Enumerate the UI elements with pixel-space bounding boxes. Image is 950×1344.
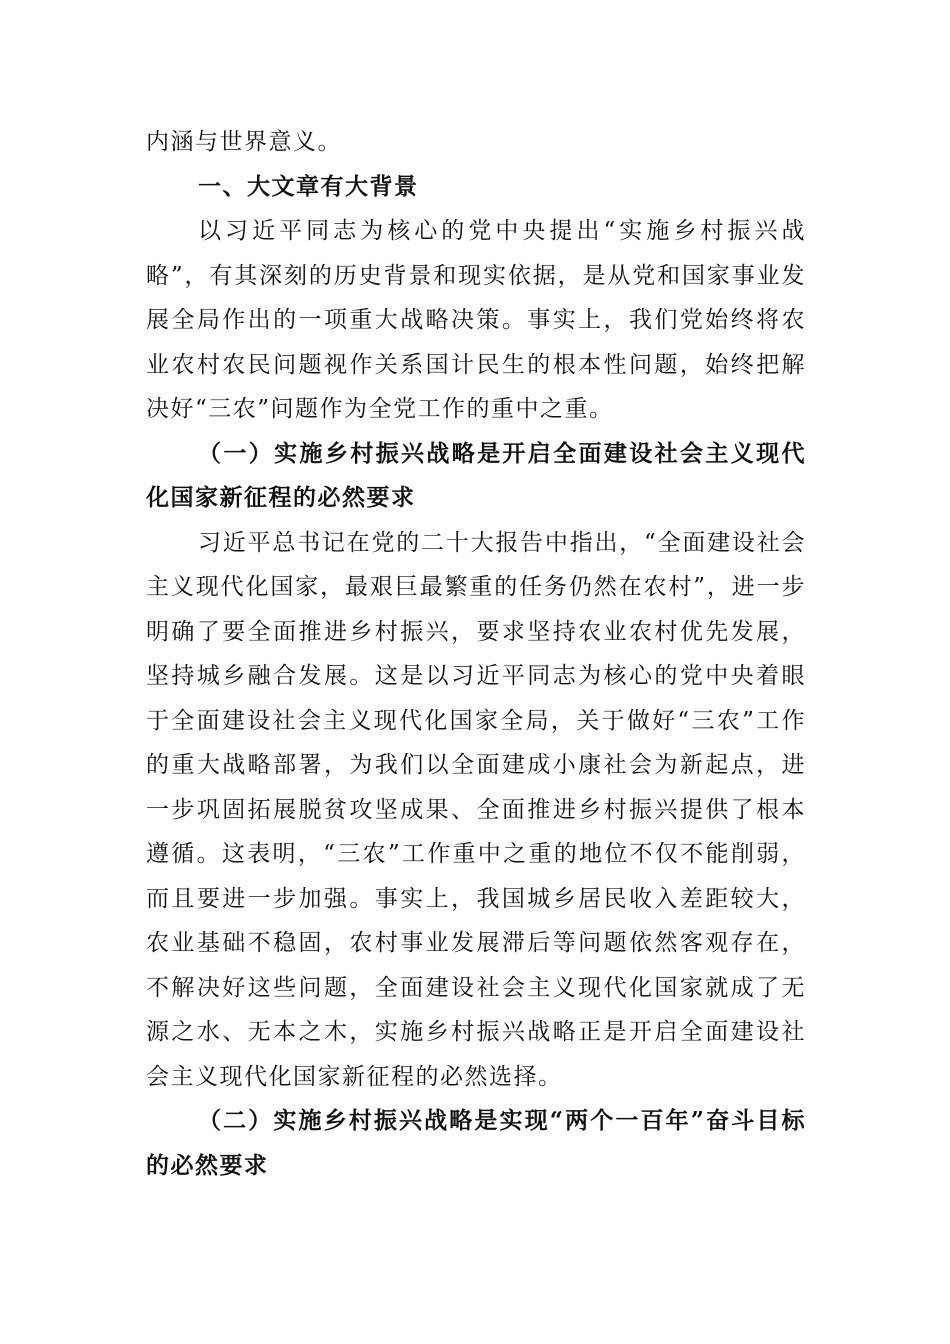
paragraph-body: 习近平总书记在党的二十大报告中指出，“全面建设社会主义现代化国家，最艰巨最繁重的任务仍然在农村”，进一步明确了要全面推进乡村振兴，要求坚持农业农村优先发展，坚持城乡融合发展。这是以习近平同志为核心的党中央着眼于全面建设社会主义现代化国家全局，关于做好“三农”工作的重大战略部署，为我们以全面建成小康社会为新起点，进一步巩固拓展脱贫攻坚成果、全面推进乡村振兴提供了根本遵循。这表明，“三农”工作重中之重的地位不仅不能削弱，而且要进一步加强。事实上，我国城乡居民收入差距较大，农业基础不稳固，农村事业发展滞后等问题依然客观存在，不解决好这些问题，全面建设社会主义现代化国家就成了无源之水、无本之木，实施乡村振兴战略正是开启全面建设社会主义现代化国家新征程的必然选择。: [146, 529, 806, 1090]
paragraph-continuation: 内涵与世界意义。: [146, 129, 342, 155]
subsection-heading: （二）实施乡村振兴战略是实现“两个一百年”奋斗目标的必然要求: [146, 1107, 806, 1179]
document-page: [146, 120, 806, 1188]
section-heading: 一、大文章有大背景: [198, 173, 419, 200]
subsection-heading: （一）实施乡村振兴战略是开启全面建设社会主义现代化国家新征程的必然要求: [146, 439, 806, 511]
paragraph-body: 以习近平同志为核心的党中央提出“实施乡村振兴战略”，有其深刻的历史背景和现实依据，是从党和国家事业发展全局作出的一项重大战略决策。事实上，我们党始终将农业农村农民问题视作关系国计民生的根本性问题，始终把解决好“三农”问题作为全党工作的重中之重。: [146, 218, 806, 422]
